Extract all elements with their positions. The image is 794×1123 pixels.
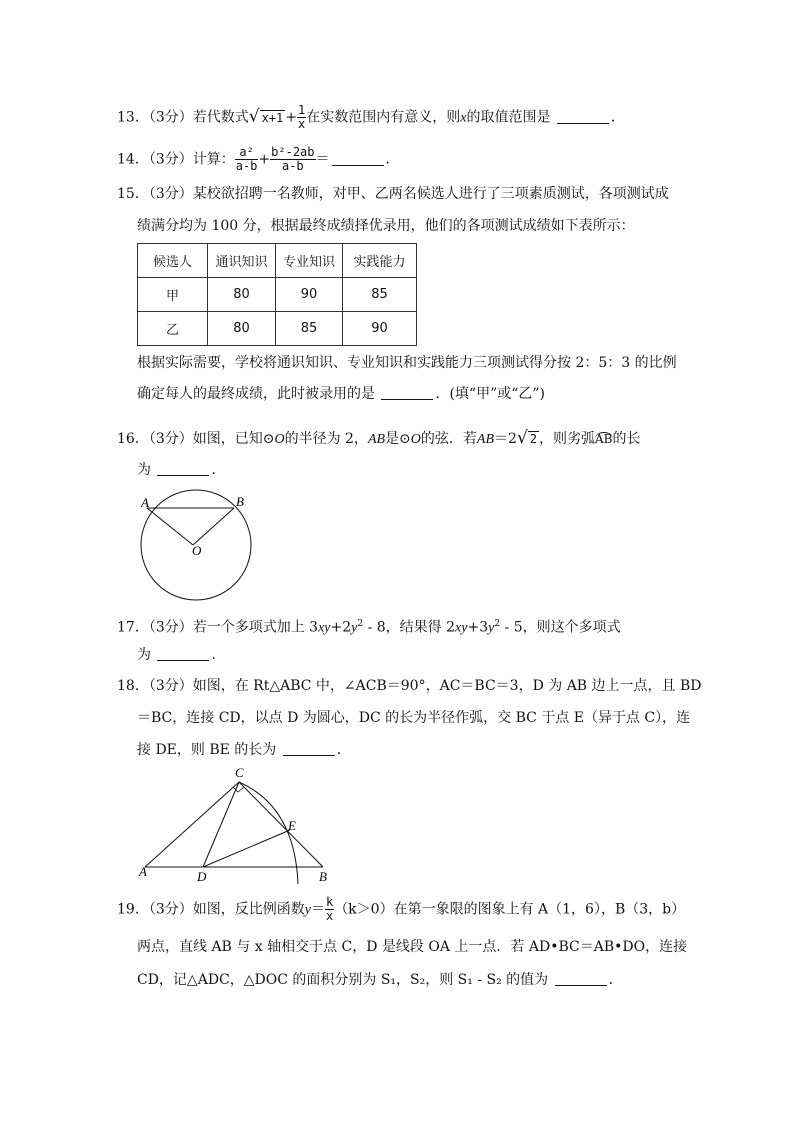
label-a: A: [139, 864, 147, 879]
q16-text-e: ＝2: [494, 431, 517, 447]
q15-answer-blank[interactable]: [381, 385, 433, 400]
q17-mid-2: - 5，则这个多项式: [500, 619, 621, 636]
table-cell: 80: [208, 278, 276, 312]
table-cell: 90: [276, 278, 343, 312]
q16-text-c: 是⊙: [385, 431, 411, 447]
q18-line-1: 18．（3分）如图，在 Rt△ABC 中，∠ACB＝90°，AC＝BC＝3，D 为 AB 边上一点，且 BD: [117, 678, 702, 694]
q14-answer-blank[interactable]: [332, 151, 384, 166]
q15-line-2: 绩满分均为 100 分，根据最终成绩择优录用，他们的各项测试成绩如下表所示：: [137, 218, 635, 234]
q16-end: ．: [211, 462, 226, 478]
q17-term-2: y: [351, 620, 358, 636]
table-cell: 85: [343, 278, 417, 312]
q18-line-2: ＝BC，连接 CD，以点 D 为圆心，DC 的长为半径作弧，交 BC 于点 E（异于点 C），连: [137, 710, 691, 726]
q16-arc-ab: AB: [595, 432, 613, 446]
table-header: 专业知识: [276, 244, 343, 278]
q18-end: ．: [336, 742, 351, 758]
q16-line-2-text: 为: [137, 462, 151, 478]
q15-line-4a: 确定每人的最终成绩，此时被录用的是: [137, 386, 375, 402]
q19-end: ．: [608, 972, 623, 988]
label-a: A: [141, 495, 149, 510]
q16-text-a: 16．（3分）如图，已知⊙: [117, 431, 275, 447]
q19-answer-blank[interactable]: [555, 971, 607, 986]
q19-text-a: 19．（3分）如图，反比例函数: [117, 901, 305, 918]
segment-ac: [145, 782, 239, 867]
q14-eq: ＝: [315, 151, 330, 168]
q16-text-f: ，则劣弧: [539, 431, 596, 447]
q19-line-2: 两点，直线 AB 与 x 轴相交于点 C，D 是线段 OA 上一点．若 AD•BC＝AB•DO，连接: [137, 939, 688, 955]
q15-line-1: 15．（3分）某校欲招聘一名教师，对甲、乙两名候选人进行了三项素质测试，各项测试成: [117, 186, 669, 202]
q14-f2-den: a-b: [281, 159, 304, 173]
q13-radicand: x+1: [261, 110, 284, 125]
q17-term-3: xy: [455, 620, 468, 636]
q13-plus: +: [285, 109, 297, 126]
q17-mid-1: - 8，结果得 2: [363, 619, 456, 636]
q14-plus: +: [258, 151, 271, 168]
q16-text-d: 的弦．若: [420, 431, 477, 447]
label-e: E: [288, 818, 296, 833]
q16-answer-blank[interactable]: [157, 461, 209, 476]
radical-sign: √: [248, 106, 260, 127]
q14-f2-num: b²-2ab: [271, 145, 315, 159]
q19-line-1: [117, 896, 685, 923]
table-cell: 85: [276, 312, 343, 346]
q13-suffix-a: 在实数范围内有意义，则: [306, 109, 461, 126]
q19-line-3-text: CD，记△ADC，△DOC 的面积分别为 S₁，S₂，则 S₁ - S₂ 的值为: [137, 972, 549, 988]
q13-prefix: 13．（3分）若代数式: [117, 109, 249, 126]
question-14: [117, 146, 677, 173]
q14-f1-num: a²: [235, 146, 259, 160]
q17-answer-blank[interactable]: [157, 646, 209, 661]
q17-end: ．: [211, 647, 226, 663]
label-d: D: [197, 869, 207, 884]
q17-plus-2: +3: [467, 619, 489, 636]
label-o: O: [192, 543, 202, 558]
q15-line-4b: ．(填“甲”或“乙”): [435, 386, 546, 402]
q15-line-3: 根据实际需要，学校将通识知识、专业知识和实践能力三项测试得分按 2：5：3 的比例: [137, 355, 677, 371]
q13-frac-den: x: [298, 117, 306, 131]
label-c: C: [235, 765, 244, 780]
q16-text-g: 的长: [612, 431, 641, 447]
table-cell: 80: [208, 312, 276, 346]
table-cell: 90: [343, 312, 417, 346]
score-table: [137, 243, 417, 346]
table-row: [138, 278, 417, 312]
table-header: 候选人: [138, 244, 208, 278]
q16-line-1: [117, 428, 641, 450]
q17-line-2: [137, 645, 225, 665]
q14-end: ．: [385, 151, 400, 168]
q19-frac-den: x: [325, 909, 334, 923]
q17-exp-2: 2: [494, 619, 501, 629]
q17-term-4: y: [488, 620, 495, 636]
q19-line-3: [137, 970, 623, 990]
q18-answer-blank[interactable]: [283, 741, 335, 756]
q14-prefix: 14．（3分）计算：: [117, 151, 235, 168]
table-cell: 甲: [138, 278, 208, 312]
q19-eq: ＝: [310, 901, 325, 918]
q16-sqrt-value: 2: [529, 432, 538, 446]
table-header: 实践能力: [343, 244, 417, 278]
q16-o-2: O: [410, 432, 421, 447]
q18-line-3: [137, 740, 351, 760]
q16-ab-2: AB: [476, 432, 495, 447]
table-header-row: [138, 244, 417, 278]
q17-line-1: [117, 614, 621, 639]
radical-sign: √: [516, 428, 528, 448]
q16-text-b: 的半径为 2，: [284, 431, 368, 447]
q17-plus-1: +2: [330, 619, 352, 636]
q17-term-1: xy: [318, 620, 331, 636]
radius-ob: [193, 508, 234, 545]
table-row: [138, 312, 417, 346]
q16-o-1: O: [274, 432, 285, 447]
q14-fraction-1: [235, 146, 259, 173]
radius-oa: [147, 508, 193, 545]
q13-var: x: [460, 110, 467, 126]
q17-text-a: 17．（3分）若一个多项式加上 3: [117, 619, 319, 636]
q14-fraction-2: [270, 146, 315, 173]
q18-line-3-text: 接 DE，则 BE 的长为: [137, 742, 277, 758]
table-cell: 乙: [138, 312, 208, 346]
circle-figure: [130, 488, 260, 603]
q13-fraction: [297, 104, 306, 131]
q15-line-4: [137, 384, 545, 404]
q13-frac-num: 1: [298, 103, 306, 117]
q19-frac-num: k: [325, 895, 334, 909]
q19-text-b: （k＞0）在第一象限的图象上有 A（1，6），B（3，b）: [334, 901, 686, 918]
q19-y: y: [304, 902, 311, 918]
q17-line-2-text: 为: [137, 647, 151, 663]
q16-line-2: [137, 460, 225, 480]
label-b: B: [319, 869, 327, 884]
triangle-figure: [135, 762, 345, 887]
q19-fraction: [325, 896, 334, 923]
q14-f1-den: a-b: [235, 159, 258, 173]
question-13: [117, 104, 677, 131]
q13-suffix-b: 的取值范围是: [466, 109, 551, 126]
table-header: 通识知识: [208, 244, 276, 278]
q13-answer-blank[interactable]: [557, 109, 609, 124]
segment-bc: [239, 782, 323, 867]
q17-exp-1: 2: [357, 619, 364, 629]
q16-ab-1: AB: [367, 432, 386, 447]
label-b: B: [236, 494, 244, 509]
q13-end: ．: [610, 109, 625, 126]
